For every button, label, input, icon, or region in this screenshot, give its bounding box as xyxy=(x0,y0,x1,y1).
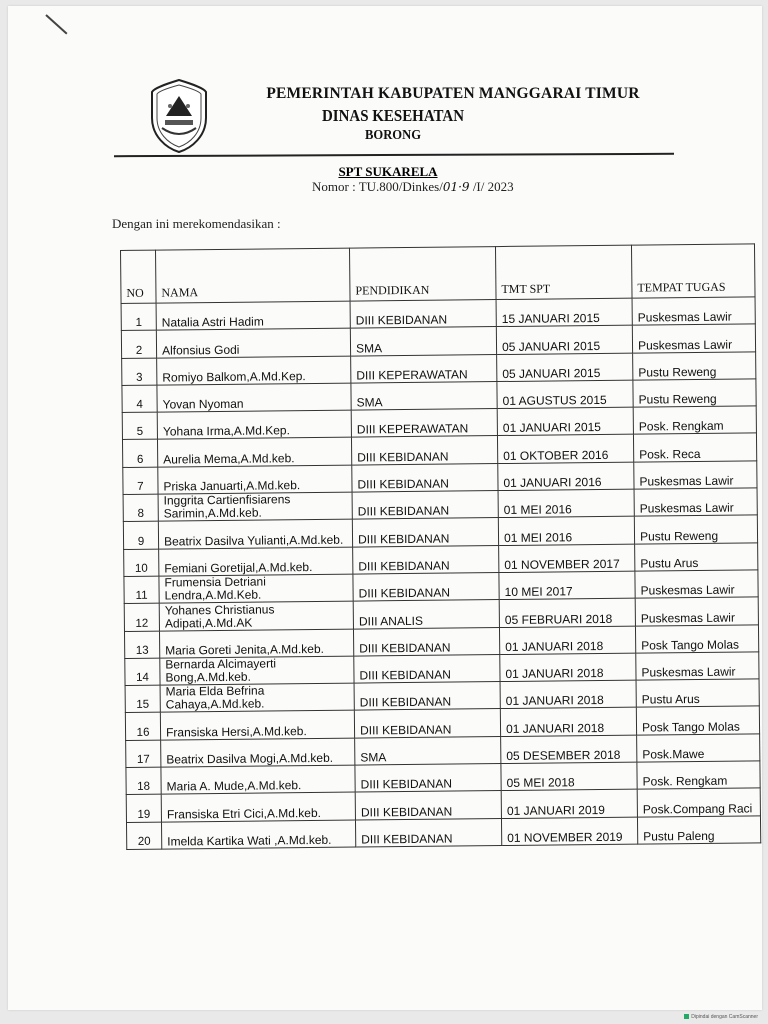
row-tempat-tugas: Pustu Arus xyxy=(635,543,758,572)
row-pendidikan: DIII KEBIDANAN xyxy=(355,818,501,847)
row-pendidikan: DIII KEBIDANAN xyxy=(352,491,498,520)
row-tmt-spt: 01 AGUSTUS 2015 xyxy=(497,380,633,409)
document-page xyxy=(8,6,762,1010)
row-pendidikan: DIII KEBIDANAN xyxy=(354,654,500,683)
row-tmt-spt: 01 JANUARI 2019 xyxy=(501,789,637,818)
row-tempat-tugas: Puskesmas Lawir xyxy=(634,488,757,517)
row-pendidikan: DIII KEPERAWATAN xyxy=(351,409,497,438)
row-nama: Frumensia Detriani Lendra,A.Md.Keb. xyxy=(159,574,353,603)
row-tempat-tugas: Pustu Reweng xyxy=(633,379,756,408)
row-pendidikan: SMA xyxy=(351,381,497,410)
row-tmt-spt: 05 FEBRUARI 2018 xyxy=(499,598,635,627)
row-tempat-tugas: Posk. Reca xyxy=(633,433,756,462)
header-tmt-spt: TMT SPT xyxy=(495,245,632,299)
row-tempat-tugas: Posk. Rengkam xyxy=(637,761,760,790)
table-header-row xyxy=(121,244,756,304)
row-nama: Natalia Astri Hadim xyxy=(156,301,350,330)
row-nama: Fransiska Hersi,A.Md.keb. xyxy=(160,711,354,740)
row-no: 16 xyxy=(125,713,160,741)
row-no: 5 xyxy=(122,412,157,440)
row-tempat-tugas: Pustu Reweng xyxy=(633,351,756,380)
intro-text: Dengan ini merekomendasikan : xyxy=(112,216,281,231)
header-nama: NAMA xyxy=(156,248,351,303)
scanner-watermark xyxy=(684,1014,758,1020)
row-nama: Yohana Irma,A.Md.Kep. xyxy=(157,410,351,439)
row-tempat-tugas: Pustu Paleng xyxy=(637,815,760,844)
row-pendidikan: DIII KEBIDANAN xyxy=(350,300,496,329)
row-pendidikan: DIII KEBIDANAN xyxy=(353,627,499,656)
row-pendidikan: DIII KEBIDANAN xyxy=(355,764,501,793)
row-pendidikan: DIII KEBIDANAN xyxy=(351,436,497,465)
recommendation-table xyxy=(120,243,761,850)
row-nama: Imelda Kartika Wati ,A.Md.keb. xyxy=(161,820,355,849)
row-tempat-tugas: Posk Tango Molas xyxy=(635,624,758,653)
row-pendidikan: DIII KEBIDANAN xyxy=(355,791,501,820)
row-pendidikan: DIII KEBIDANAN xyxy=(354,709,500,738)
row-nama: Femiani Goretijal,A.Md.keb. xyxy=(159,547,353,576)
row-tmt-spt: 05 JANUARI 2015 xyxy=(496,325,632,354)
row-nama: Yovan Nyoman xyxy=(157,383,351,412)
header-government: PEMERINTAH KABUPATEN MANGGARAI TIMUR xyxy=(266,85,640,102)
letter-number-handwritten: 01·9 xyxy=(442,180,470,194)
recommendation-table-wrapper xyxy=(120,243,758,850)
row-tmt-spt: 01 JANUARI 2018 xyxy=(499,626,635,655)
row-no: 19 xyxy=(126,794,161,822)
row-no: 15 xyxy=(125,685,160,713)
row-tmt-spt: 01 JANUARI 2018 xyxy=(500,680,636,709)
letter-number-suffix: /I/ 2023 xyxy=(469,179,514,194)
header-pendidikan: PENDIDIKAN xyxy=(349,247,496,302)
row-no: 13 xyxy=(124,631,159,659)
row-tmt-spt: 15 JANUARI 2015 xyxy=(496,298,632,327)
row-no: 7 xyxy=(123,467,158,495)
row-pendidikan: SMA xyxy=(355,736,501,765)
row-nama: Aurelia Mema,A.Md.keb. xyxy=(157,438,351,467)
row-no: 20 xyxy=(126,822,161,850)
row-pendidikan: DIII ANALIS xyxy=(353,600,499,629)
row-tempat-tugas: Puskesmas Lawir xyxy=(632,324,755,353)
header-no: NO xyxy=(121,250,157,303)
row-nama: Fransiska Etri Cici,A.Md.keb. xyxy=(161,792,355,821)
row-no: 4 xyxy=(122,385,157,413)
row-nama: Bernarda Alcimayerti Bong,A.Md.keb. xyxy=(160,656,354,685)
row-tmt-spt: 01 JANUARI 2015 xyxy=(497,407,633,436)
scanner-watermark-text: Dipindai dengan CamScanner xyxy=(691,1014,758,1020)
row-tmt-spt: 01 NOVEMBER 2017 xyxy=(499,544,635,573)
regency-emblem-logo xyxy=(148,78,210,154)
row-tempat-tugas: Puskesmas Lawir xyxy=(636,652,759,681)
pen-mark xyxy=(45,14,67,34)
row-tempat-tugas: Puskesmas Lawir xyxy=(635,570,758,599)
table-body xyxy=(121,297,761,850)
row-no: 17 xyxy=(126,740,161,768)
row-nama: Romiyo Balkom,A.Md.Kep. xyxy=(157,356,351,385)
row-no: 3 xyxy=(122,358,157,386)
row-no: 14 xyxy=(125,658,160,686)
row-pendidikan: SMA xyxy=(350,327,496,356)
row-tempat-tugas: Puskesmas Lawir xyxy=(634,461,757,490)
row-no: 8 xyxy=(123,494,158,522)
row-pendidikan: DIII KEBIDANAN xyxy=(354,682,500,711)
row-no: 1 xyxy=(121,303,156,331)
row-tempat-tugas: Puskesmas Lawir xyxy=(635,597,758,626)
row-no: 11 xyxy=(124,576,159,604)
row-nama: Maria A. Mude,A.Md.keb. xyxy=(161,765,355,794)
row-tmt-spt: 01 NOVEMBER 2019 xyxy=(501,817,637,846)
row-no: 9 xyxy=(123,521,158,549)
row-tmt-spt: 01 MEI 2016 xyxy=(498,517,634,546)
scanner-logo-icon xyxy=(684,1014,689,1019)
row-pendidikan: DIII KEBIDANAN xyxy=(352,463,498,492)
row-tmt-spt: 05 DESEMBER 2018 xyxy=(501,735,637,764)
row-tmt-spt: 01 JANUARI 2018 xyxy=(500,708,636,737)
row-tmt-spt: 01 JANUARI 2016 xyxy=(498,462,634,491)
row-nama: Inggrita Cartienfisiarens Sarimin,A.Md.keb. xyxy=(158,492,352,521)
row-nama: Beatrix Dasilva Mogi,A.Md.keb. xyxy=(161,738,355,767)
header-city: BORONG xyxy=(364,128,421,143)
header-agency: DINAS KESEHATAN xyxy=(321,106,465,125)
letter-number-prefix: Nomor : TU.800/Dinkes/ xyxy=(312,179,443,194)
row-no: 10 xyxy=(124,549,159,577)
row-tmt-spt: 01 OKTOBER 2016 xyxy=(497,435,633,464)
row-tempat-tugas: Posk Tango Molas xyxy=(636,706,759,735)
row-nama: Beatrix Dasilva Yulianti,A.Md.keb. xyxy=(158,519,352,548)
row-pendidikan: DIII KEPERAWATAN xyxy=(351,354,497,383)
row-nama: Maria Elda Befrina Cahaya,A.Md.keb. xyxy=(160,683,354,712)
row-tmt-spt: 01 MEI 2016 xyxy=(498,489,634,518)
row-tempat-tugas: Posk. Rengkam xyxy=(633,406,756,435)
row-pendidikan: DIII KEBIDANAN xyxy=(353,545,499,574)
row-tempat-tugas: Pustu Arus xyxy=(636,679,759,708)
row-no: 6 xyxy=(122,440,157,468)
row-tmt-spt: 05 MEI 2018 xyxy=(501,762,637,791)
row-tempat-tugas: Posk.Compang Raci xyxy=(637,788,760,817)
row-no: 18 xyxy=(126,767,161,795)
row-nama: Priska Januarti,A.Md.keb. xyxy=(158,465,352,494)
row-tempat-tugas: Puskesmas Lawir xyxy=(632,297,755,326)
row-pendidikan: DIII KEBIDANAN xyxy=(353,573,499,602)
row-tmt-spt: 05 JANUARI 2015 xyxy=(497,353,633,382)
row-tempat-tugas: Pustu Reweng xyxy=(634,515,757,544)
row-nama: Alfonsius Godi xyxy=(156,328,350,357)
row-tempat-tugas: Posk.Mawe xyxy=(637,734,760,763)
header-tempat-tugas: TEMPAT TUGAS xyxy=(631,244,755,298)
row-nama: Yohanes Christianus Adipati,A.Md.AK xyxy=(159,601,353,630)
letter-number xyxy=(312,179,572,195)
row-no: 2 xyxy=(121,330,156,358)
row-no: 12 xyxy=(124,603,159,631)
letter-title: SPT SUKARELA xyxy=(338,164,438,179)
row-pendidikan: DIII KEBIDANAN xyxy=(352,518,498,547)
row-tmt-spt: 10 MEI 2017 xyxy=(499,571,635,600)
row-tmt-spt: 01 JANUARI 2018 xyxy=(500,653,636,682)
row-nama: Maria Goreti Jenita,A.Md.keb. xyxy=(159,629,353,658)
